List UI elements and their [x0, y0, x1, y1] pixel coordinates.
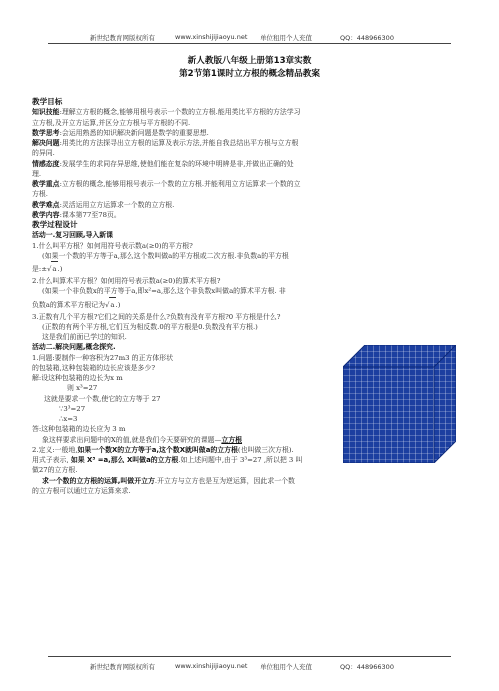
header-copyright: 新世纪教育网版权所有: [90, 34, 155, 42]
footer-url[interactable]: www.xinshijijiaoyu.net: [175, 662, 248, 670]
header-rule: [48, 43, 451, 44]
footer-copyright: 新世纪教育网版权所有: [90, 663, 155, 671]
solution-equation: 则 x³=27: [67, 384, 98, 393]
header-url[interactable]: www.xinshijijiaoyu.net: [175, 33, 248, 41]
question-1: 1.什么叫平方根？如何用符号表示数a(≥0)的平方根?: [32, 241, 193, 250]
doc-subtitle: 第2节第1课时立方根的概念精品教案: [179, 69, 320, 79]
question-2-answer-cont: 负数a的算术平方根记为√a.): [32, 297, 468, 312]
footer-rental: 单位租用个人充值: [260, 663, 312, 671]
problem-statement-cont: 的包装箱,这种包装箱的边长应该是多少?: [32, 363, 156, 372]
definition: 2.定义:一般地,如果一个数X的立方等于a,这个数X就叫做a的立方根(也叫做三次方根).: [32, 445, 294, 454]
question-1-answer: (如果一个数的平方等于a,那么这个数叫做a的平方根或二次方根.非负数a的平方根: [42, 251, 289, 260]
cube-front-face: [343, 367, 434, 463]
activity-one-heading: 活动一.复习回顾,导入新课: [32, 231, 114, 240]
question-2-answer: (如果一个非负数x的平方等于a,即x²=a,那么这个非负数x叫做a的算术平方根. 非: [42, 287, 286, 296]
definition-formula-cont: 做27的立方根.: [32, 466, 78, 475]
sqrt-symbol: √: [47, 265, 52, 273]
cube-root-operation-cont: 的立方根可以通过立方运算来求.: [32, 486, 131, 495]
goal-content: 教学内容:课本第77至78页。: [32, 210, 121, 219]
question-3: 3.正数有几个平方根?它们之间的关系是什么?负数有没有平方根?0 平方根是什么?: [32, 312, 281, 321]
solution-explanation: 这就是要求一个数,使它的立方等于 27: [44, 394, 161, 403]
goal-key-cont: 方根.: [32, 190, 48, 199]
lead-in: 象这样要求出问题中的X的值,就是我们今天要研究的课题—立方根: [42, 435, 243, 444]
cube-root-operation: 求一个数的立方根的运算,叫做开立方.开立方与立方也是互为逆运算，因此求一个数: [42, 476, 295, 485]
activity-two-heading: 活动二.解决问题,概念探究.: [32, 343, 116, 352]
goal-knowledge-cont: 立方根,及开立方运算,并区分立方根与平方根的不同.: [32, 118, 191, 127]
goal-emotion-cont: 理.: [32, 169, 42, 178]
goal-difficulty: 教学难点:灵活运用立方运算求一个数的立方根.: [32, 200, 175, 209]
goal-key: 教学重点:立方根的概念,能够用根号表示一个数的立方根.并能利用立方运算求一个数的立: [32, 180, 301, 188]
footer-qq: QQ：448966300: [340, 663, 394, 671]
solution-setup: 解:设这种包装箱的边长为x m: [32, 374, 123, 382]
doc-title: 新人教版八年级上册第13章实数: [187, 56, 312, 66]
cube-illustration: [343, 345, 456, 463]
goal-problem-cont: 的异同.: [32, 149, 55, 158]
question-2: 2.什么叫算术平方根？如何用符号表示数a(≥0)的算术平方根?: [32, 277, 221, 285]
footer-rule: [48, 656, 451, 657]
goal-problem: 解决问题:用类比的方法探寻出立方根的运算及表示方法,并能自我总结出平方根与立方根: [32, 139, 299, 147]
problem-statement: 1.问题:要制作一种容积为27m3 的正方体形状: [32, 353, 174, 362]
solution-because: ∵3³=27: [59, 404, 86, 413]
question-3-answer: (正数的有两个平方根,它们互为相反数.0的平方根是0.负数没有平方根.): [42, 322, 258, 331]
solution-therefore: ∴x=3: [59, 415, 78, 423]
definition-formula: 用式子表示, 如果 X³ =a,那么 X叫做a的立方根.如上述问题中,由于 3³=27 ,所以把 3 叫: [32, 456, 303, 464]
question-3-note: 这是我们前面已学过的知识.: [42, 333, 127, 341]
goal-emotion: 情感态度:发展学生的求同存异思维,使他们能在复杂的环境中明辨是非,并做出正确的处: [32, 159, 294, 168]
sqrt-symbol: √: [105, 300, 110, 309]
goal-thinking: 数学思考:会运用熟悉的知识解决新问题是数学的重要思想.: [32, 128, 209, 137]
header-rental: 单位租用个人充值: [260, 34, 312, 42]
question-1-answer-cont: 是:±√a.): [32, 261, 468, 276]
goals-heading: 教学目标: [32, 97, 63, 106]
header-qq: QQ：448966300: [340, 34, 394, 42]
goal-knowledge: 知识技能:理解立方根的概念,能够用根号表示一个数的立方根.能用类比平方根的方法学习: [32, 108, 301, 117]
solution-answer: 答:这种包装箱的边长应为 3 m: [32, 425, 126, 434]
process-heading: 教学过程设计: [32, 220, 78, 229]
